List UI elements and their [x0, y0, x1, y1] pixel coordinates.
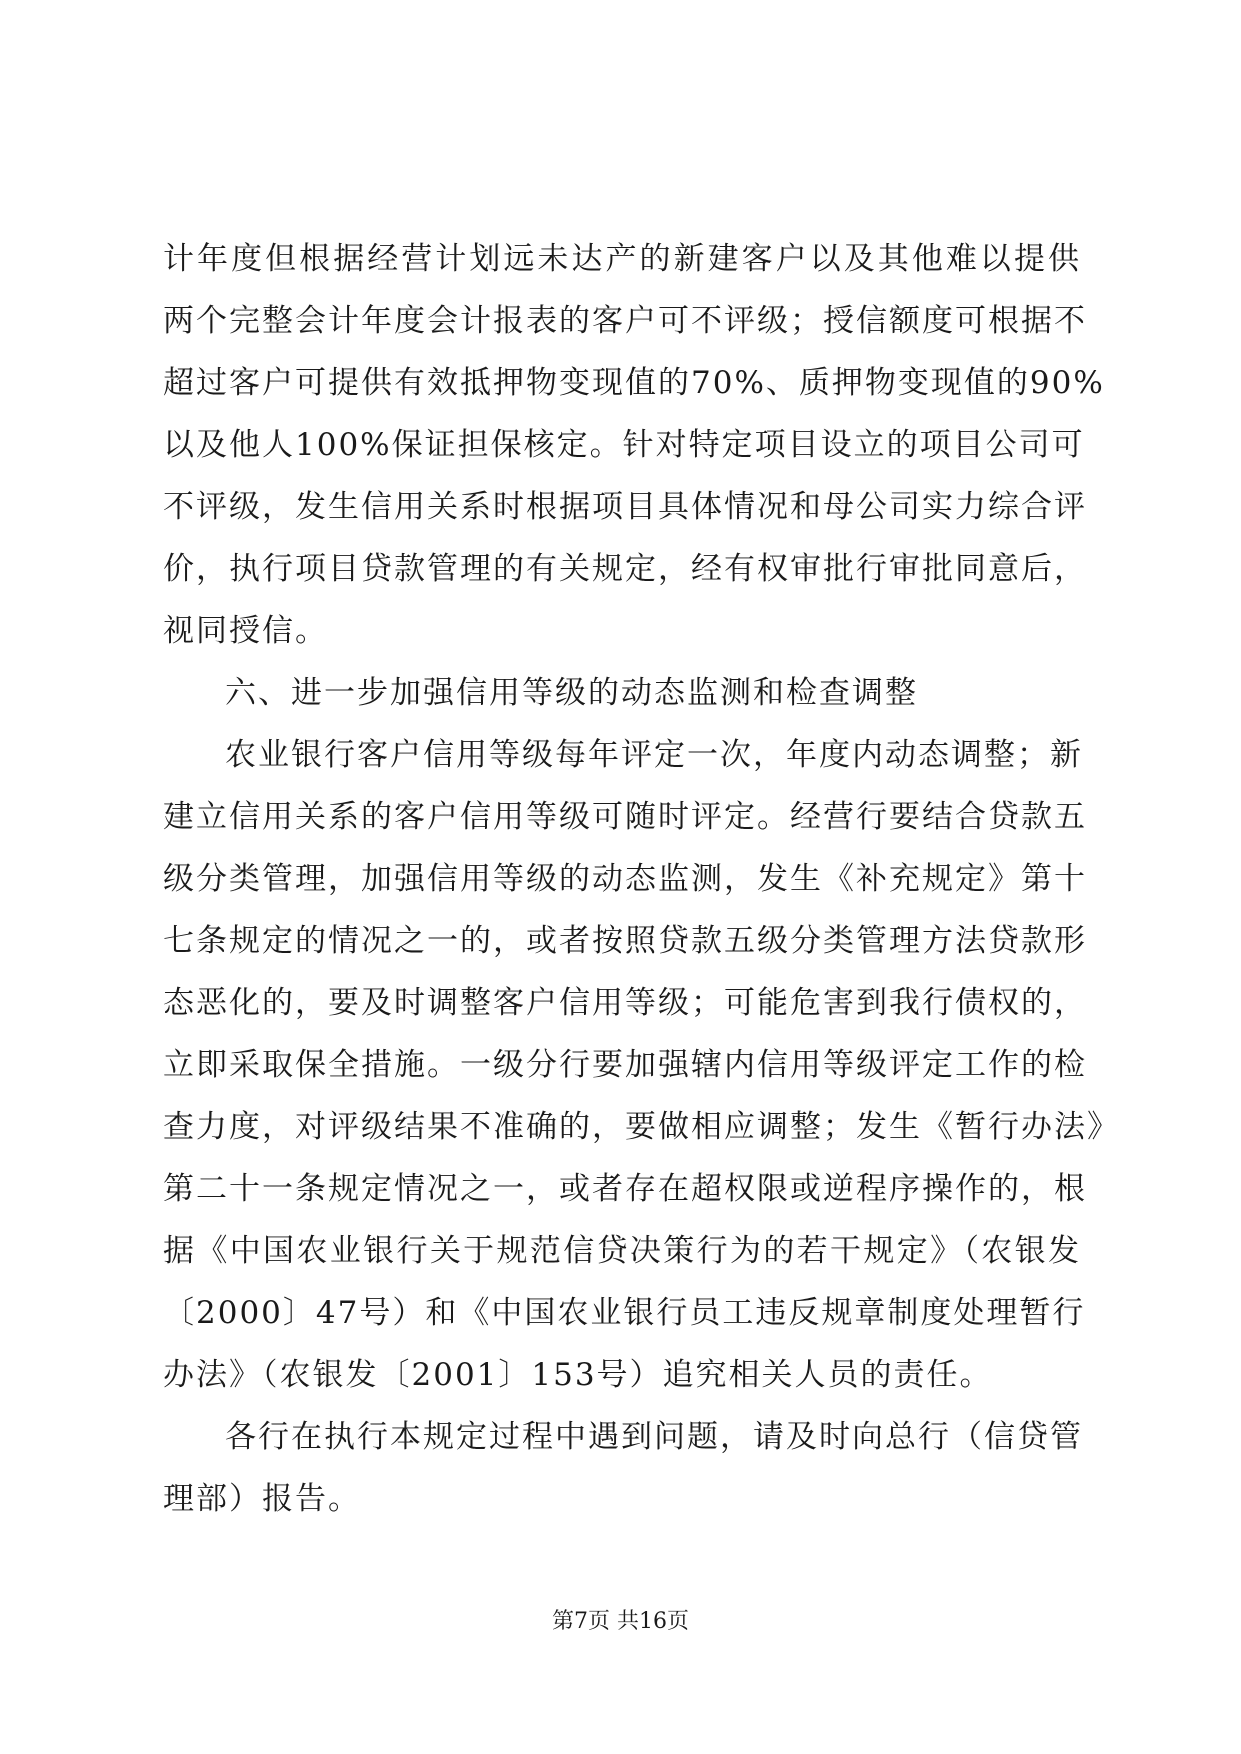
- text-line: 以及他人100%保证担保核定。针对特定项目设立的项目公司可: [163, 427, 1085, 463]
- page-number-footer: 第7页 共16页: [552, 1609, 689, 1634]
- text-line: 态恶化的，要及时调整客户信用等级；可能危害到我行债权的，: [163, 985, 1087, 1021]
- section-heading: 六、进一步加强信用等级的动态监测和检查调整: [225, 675, 918, 711]
- text-line: 建立信用关系的客户信用等级可随时评定。经营行要结合贷款五: [163, 799, 1087, 835]
- text-line: 视同授信。: [163, 613, 328, 649]
- document-body: [163, 228, 1120, 1530]
- text-line: 级分类管理，加强信用等级的动态监测，发生《补充规定》第十: [163, 861, 1087, 897]
- text-line: 据《中国农业银行关于规范信贷决策行为的若干规定》（农银发: [163, 1233, 1081, 1269]
- text-line: 理部）报告。: [163, 1481, 361, 1517]
- text-line: 立即采取保全措施。一级分行要加强辖内信用等级评定工作的检: [163, 1047, 1087, 1083]
- text-line: 价，执行项目贷款管理的有关规定，经有权审批行审批同意后，: [163, 551, 1087, 587]
- text-line: 计年度但根据经营计划远未达产的新建客户以及其他难以提供: [163, 241, 1081, 277]
- text-line: 各行在执行本规定过程中遇到问题，请及时向总行（信贷管: [225, 1419, 1083, 1455]
- text-line: 办法》（农银发〔2001〕153号）追究相关人员的责任。: [163, 1357, 993, 1393]
- text-line: 第二十一条规定情况之一，或者存在超权限或逆程序操作的，根: [163, 1171, 1087, 1207]
- text-line: 七条规定的情况之一的，或者按照贷款五级分类管理方法贷款形: [163, 923, 1087, 959]
- text-line: 两个完整会计年度会计报表的客户可不评级；授信额度可根据不: [163, 303, 1087, 339]
- text-line: 不评级，发生信用关系时根据项目具体情况和母公司实力综合评: [163, 489, 1087, 525]
- text-line: 〔2000〕47号）和《中国农业银行员工违反规章制度处理暂行: [163, 1295, 1086, 1331]
- text-line: 超过客户可提供有效抵押物变现值的70%、质押物变现值的90%: [163, 365, 1105, 401]
- text-line: 查力度，对评级结果不准确的，要做相应调整；发生《暂行办法》: [163, 1109, 1120, 1145]
- text-line: 农业银行客户信用等级每年评定一次，年度内动态调整；新: [225, 737, 1083, 773]
